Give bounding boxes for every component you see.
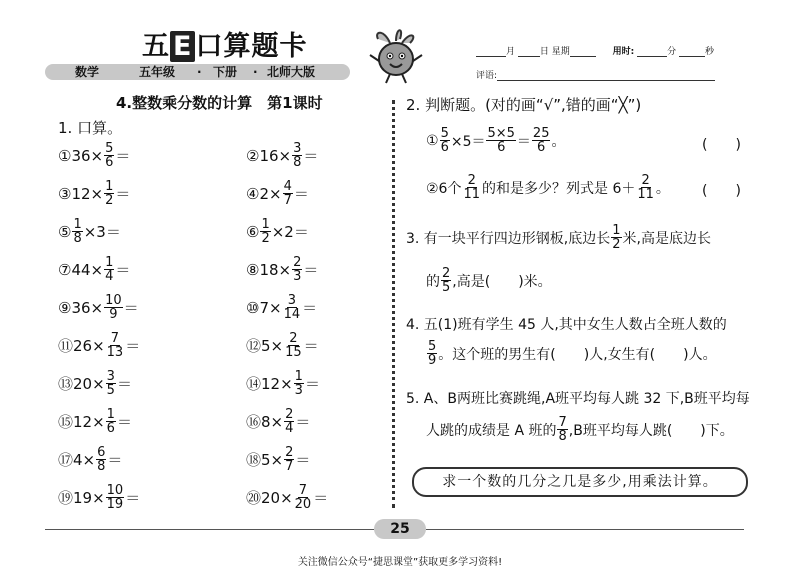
page-rule-left: [45, 529, 374, 530]
mental-math-item: ⑮12× $\frac{1}{6}$ ＝: [58, 407, 132, 436]
mental-math-item: ⑦44× $\frac{1}{4}$ ＝: [58, 255, 131, 284]
dot-sep: ·: [197, 65, 202, 79]
mental-math-item: ⑩7× $\frac{3}{14}$ ＝: [246, 293, 318, 322]
page-number: 25: [374, 519, 426, 539]
mental-math-item: ⑰4× $\frac{6}{8}$ ＝: [58, 445, 123, 474]
question-3-line1: 3. 有一块平行四边形钢板,底边长 $\frac{1}{2}$ 米,高是底边长: [406, 223, 711, 252]
mental-math-item: ⑬20× $\frac{3}{5}$ ＝: [58, 369, 132, 398]
minutes-blank[interactable]: [637, 47, 667, 57]
mental-math-item: ③12× $\frac{1}{2}$ ＝: [58, 179, 131, 208]
comment-blank[interactable]: [497, 71, 715, 81]
volume-label: 下册: [213, 65, 238, 79]
grade-label: 五年级: [139, 65, 176, 79]
radish-mascot-icon: [364, 25, 428, 87]
mental-math-item: ⑳20× $\frac{7}{20}$ ＝: [246, 483, 329, 512]
mental-math-item: ④2× $\frac{4}{7}$ ＝: [246, 179, 309, 208]
section2-label: 2. 判断题。(对的画“√”,错的画“╳”): [406, 96, 642, 114]
lesson-title: 4.整数乘分数的计算 第1课时: [116, 94, 323, 112]
subject-label: 数学: [75, 65, 100, 79]
brand-title: 五 E 口算题卡: [142, 31, 308, 62]
mental-math-item: ⑭12× $\frac{1}{3}$ ＝: [246, 369, 320, 398]
day-blank[interactable]: [518, 47, 540, 57]
month-blank[interactable]: [476, 47, 506, 57]
date-info-row: 月 日 星期 用时: 分 秒: [476, 44, 714, 57]
mental-math-item: ⑱5× $\frac{2}{7}$ ＝: [246, 445, 311, 474]
mental-math-item: ⑧18× $\frac{2}{3}$ ＝: [246, 255, 319, 284]
page-rule-right: [426, 529, 744, 530]
footer-note: 关注微信公众号“捷思课堂”获取更多学习资料!: [297, 557, 503, 568]
mental-math-item: ①36× $\frac{5}{6}$ ＝: [58, 141, 131, 170]
mental-math-item: ⑤ $\frac{1}{8}$ ×3＝: [58, 217, 121, 246]
mental-math-item: ⑲19× $\frac{10}{19}$ ＝: [58, 483, 141, 512]
mental-math-item: ⑫5× $\frac{2}{15}$ ＝: [246, 331, 319, 360]
question-3-line2: 的 $\frac{2}{5}$ ,高是( )米。: [426, 266, 552, 295]
section1-label: 1. 口算。: [58, 119, 123, 137]
dot-sep: ·: [253, 65, 258, 79]
comment-row: 评语:: [476, 68, 715, 81]
tip-banner: 求一个数的几分之几是多少,用乘法计算。: [412, 467, 748, 497]
question-5-line2: 人跳的成绩是 A 班的 $\frac{7}{8}$ ,B班平均每人跳( )下。: [426, 415, 734, 444]
seconds-blank[interactable]: [679, 47, 705, 57]
judge-q2-answer-paren[interactable]: ( ): [702, 183, 741, 199]
mental-math-item: ②16× $\frac{3}{8}$ ＝: [246, 141, 319, 170]
question-5-line1: 5. A、B两班比赛跳绳,A班平均每人跳 32 下,B班平均每: [406, 391, 750, 407]
mental-math-item: ⑪26× $\frac{7}{13}$ ＝: [58, 331, 141, 360]
judge-q2: ②6个 $\frac{2}{11}$ 的和是多少？列式是 6＋ $\frac{2}{11}$ 。: [426, 173, 670, 202]
mental-math-item: ⑨36× $\frac{10}{9}$ ＝: [58, 293, 139, 322]
column-divider: [392, 100, 395, 508]
judge-q1: ① $\frac{5}{6}$ ×5＝ $\frac{5\times 5}{6}$ ＝ $\frac{25}{6}$ 。: [426, 126, 566, 155]
mental-math-item: ⑯8× $\frac{2}{4}$ ＝: [246, 407, 311, 436]
judge-q1-answer-paren[interactable]: ( ): [702, 137, 741, 153]
subject-bar: [45, 64, 350, 80]
mental-math-item: ⑥ $\frac{1}{2}$ ×2＝: [246, 217, 309, 246]
week-blank[interactable]: [570, 47, 596, 57]
question-4-line2: $\frac{5}{9}$ 。这个班的男生有( )人,女生有( )人。: [428, 339, 717, 368]
question-4-line1: 4. 五(1)班有学生 45 人,其中女生人数占全班人数的: [406, 317, 727, 333]
brand-e-logo: E: [170, 31, 195, 62]
publisher-label: 北师大版: [267, 65, 316, 79]
